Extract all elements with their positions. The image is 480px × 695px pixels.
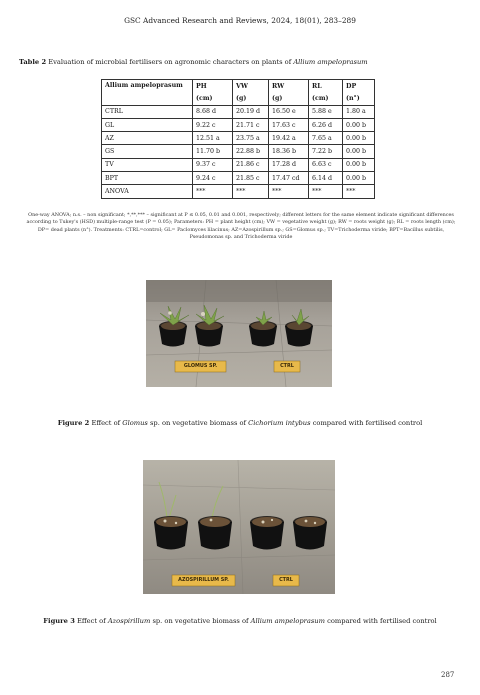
table-caption-species: Allium ampeloprasum [293, 58, 368, 66]
pot [154, 516, 188, 550]
header-dp: DP [343, 80, 375, 93]
table-label: Table 2 [19, 58, 47, 66]
table-row-label: BPT [102, 172, 193, 185]
unit-ph: (cm) [193, 92, 233, 105]
table-cell: 9.22 c [193, 118, 233, 131]
table-cell: 20.19 d [233, 105, 269, 118]
table-cell: 0.00 b [343, 118, 375, 131]
table-caption-text: Evaluation of microbial fertilisers on agronomic characters on plants of [48, 58, 292, 66]
unit-dp: (n°) [343, 92, 375, 105]
table-row-label: GS [102, 145, 193, 158]
table-cell: 7.65 a [309, 132, 343, 145]
figure-3-caption-genus: Azospirillum [107, 617, 151, 625]
table-row-label: GL [102, 118, 193, 131]
unit-rl: (cm) [309, 92, 343, 105]
table-cell: 6.26 d [309, 118, 343, 131]
pot [198, 516, 232, 550]
figure-3-caption [0, 617, 480, 625]
table-row [102, 172, 375, 185]
table-cell: 8.68 d [193, 105, 233, 118]
table-cell: 0.00 b [343, 145, 375, 158]
figure-2-caption-label: Figure 2 [57, 419, 90, 427]
table-row-label: ANOVA [102, 185, 193, 198]
table-cell: 12.51 a [193, 132, 233, 145]
figure-3-label-ctrl: CTRL [279, 577, 293, 583]
figure-2-caption [0, 419, 480, 427]
unit-rw: (g) [269, 92, 309, 105]
header-species: Allium ampeloprasum [102, 80, 193, 106]
table-cell: *** [343, 185, 375, 198]
table-header-row [102, 80, 375, 93]
table-cell: 21.71 c [233, 118, 269, 131]
table-row [102, 105, 375, 118]
figure-3-caption-text: Effect of [77, 617, 106, 625]
table-row [102, 145, 375, 158]
pot [293, 516, 327, 550]
figure-3-caption-text: compared with fertilised control [327, 617, 437, 625]
table-cell: 0.00 b [343, 132, 375, 145]
figure-2-caption-text: Effect of [91, 419, 121, 427]
table-notes: One-way ANOVA; n.s. – non significant; *,**,*** – significant at P ≤ 0.05, 0.01 and 0.001, respectively; different letters for the same element indicate significant differences according to Tukey's (HSD) multiple-range test (P = 0.05); Parameters: PH = plant height (cm); VW = vegetative weight (g); RW = roots weight (g); RL = roots length (cm); DP= dead plants (n°). Treatments: CTRL=control; GL= Paclomyces lilacinus; AZ=Azospirillum sp.; GS=Glomus sp.; TV=Trichoderma viride; BPT=Bacillus subtilis, Pseudomonas sp. and Trichoderma viride [26, 212, 456, 240]
table-cell: 6.63 c [309, 158, 343, 171]
table-cell: 1.80 a [343, 105, 375, 118]
table-cell: 5.88 e [309, 105, 343, 118]
table-cell: 0.00 b [343, 172, 375, 185]
page-number: 287 [441, 671, 455, 679]
figure-2-caption-genus: Glomus [122, 419, 148, 427]
figure-2-label-glomus: GLOMUS SP. [183, 363, 218, 369]
unit-vw: (g) [233, 92, 269, 105]
figure-3-caption-label: Figure 3 [43, 617, 75, 625]
table-cell: 21.86 c [233, 158, 269, 171]
figure-3-photo [143, 460, 335, 594]
table-cell: 19.42 a [269, 132, 309, 145]
figure-2-caption-species: Cichorium intybus [248, 419, 311, 427]
table-cell: 22.88 b [233, 145, 269, 158]
pot [250, 516, 284, 550]
figure-2-photo [146, 280, 332, 387]
table-row-label: CTRL [102, 105, 193, 118]
table-cell: 17.28 d [269, 158, 309, 171]
table-cell: 17.63 c [269, 118, 309, 131]
table-cell: 9.37 c [193, 158, 233, 171]
table-cell: 21.85 c [233, 172, 269, 185]
figure-2-label-ctrl: CTRL [280, 363, 294, 369]
table-cell: 9.24 c [193, 172, 233, 185]
table-body [102, 105, 375, 198]
header-vw: VW [233, 80, 269, 93]
table-row [102, 185, 375, 198]
header-rl: RL [309, 80, 343, 93]
table-cell: *** [193, 185, 233, 198]
header-ph: PH [193, 80, 233, 93]
figure-3-caption-text: sp. on vegetative biomass of [152, 617, 249, 625]
table-cell: *** [309, 185, 343, 198]
table-cell: *** [269, 185, 309, 198]
table-caption [19, 58, 368, 66]
table-cell: *** [233, 185, 269, 198]
figure-3-label-azospirillum: AZOSPIRILLUM SP. [178, 577, 229, 583]
table-row [102, 158, 375, 171]
figure-2-caption-text: sp. on vegetative biomass of [149, 419, 247, 427]
header-rw: RW [269, 80, 309, 93]
results-table [101, 79, 375, 199]
table-cell: 11.70 b [193, 145, 233, 158]
journal-header: GSC Advanced Research and Reviews, 2024, 18(01), 283–289 [124, 16, 356, 25]
table-row-label: AZ [102, 132, 193, 145]
table-cell: 0.00 b [343, 158, 375, 171]
table-cell: 23.75 a [233, 132, 269, 145]
table-row-label: TV [102, 158, 193, 171]
figure-3-caption-species: Allium ampeloprasum [250, 617, 325, 625]
table-cell: 16.50 e [269, 105, 309, 118]
table-row [102, 118, 375, 131]
figure-2-caption-text: compared with fertilised control [312, 419, 423, 427]
table-cell: 17.47 cd [269, 172, 309, 185]
table-cell: 6.14 d [309, 172, 343, 185]
table-cell: 7.22 b [309, 145, 343, 158]
table-row [102, 132, 375, 145]
table-cell: 18.36 b [269, 145, 309, 158]
